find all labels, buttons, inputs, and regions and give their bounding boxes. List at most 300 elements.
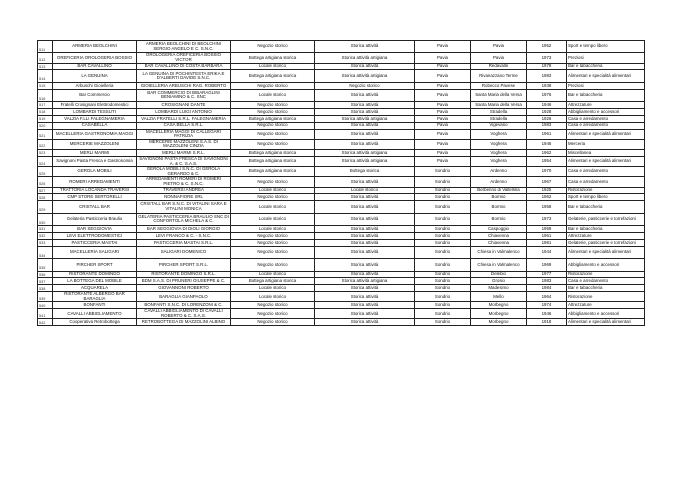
shop-type-cell: Locale storico (231, 63, 315, 70)
row-number-cell: 530 (38, 213, 53, 225)
table-row (38, 259, 645, 271)
shop-name-cell: LEVI ELETTRODOMESTICI (53, 232, 137, 239)
category-cell: Storica attività (315, 177, 415, 187)
table-row (38, 239, 645, 246)
row-number-cell: 534 (38, 246, 53, 258)
company-name-cell: SALIGARI DOMENICO (137, 246, 231, 258)
shop-name-cell: Gelateria Pasticceria Braulio (53, 213, 137, 225)
shop-type-cell: Negozio storico (231, 194, 315, 201)
shop-name-cell: CRISTALL BAR (53, 201, 137, 213)
sector-cell: Attrezzature (567, 302, 645, 309)
row-number-cell: 512 (38, 53, 53, 63)
category-cell: Storica attività artigiana (315, 156, 415, 166)
province-cell: Sondrio (415, 292, 471, 302)
year-cell: 1925 (527, 187, 567, 194)
province-cell: Sondrio (415, 177, 471, 187)
company-name-cell: LA GENUINA DI POCHINTESTA ERIKA E D'ALBERTI DAVIDE S.N.C. (137, 70, 231, 82)
shop-name-cell: CMP STORE SERTORELLI (53, 194, 137, 201)
sector-cell: Abbigliamento e accessori (567, 309, 645, 319)
category-cell: Storica attività artigiana (315, 70, 415, 82)
sector-cell: Casa e arredamento (567, 278, 645, 285)
row-number-cell: 511 (38, 41, 53, 53)
company-name-cell: RETROBOTTEGA DI MAZZOLINI ALBINO (137, 319, 231, 326)
category-cell: Storica attività (315, 319, 415, 326)
company-name-cell: BAR CAVALLINO DI COSTA BARBARA (137, 63, 231, 70)
sector-cell: Casa e arredamento (567, 122, 645, 129)
category-cell: Storica attività (315, 246, 415, 258)
company-name-cell: BDM S.A.S. DI PRUNERI GIUSEPPE & C. (137, 278, 231, 285)
shop-name-cell: BAR CAVALLINO (53, 63, 137, 70)
municipality-cell: Voghera (471, 129, 527, 139)
year-cell: 1928 (527, 109, 567, 116)
category-cell: Storica attività artigiana (315, 115, 415, 122)
category-cell: Storica attività (315, 226, 415, 233)
sector-cell: Ristorazione (567, 292, 645, 302)
shop-name-cell: Arbuschi Gioielleria (53, 82, 137, 89)
shop-type-cell: Negozio storico (231, 259, 315, 271)
category-cell: Storica attività (315, 201, 415, 213)
sector-cell: Alimentari e specialità alimentari (567, 319, 645, 326)
table-row (38, 109, 645, 116)
company-name-cell: GELATERIA PASTICCERIA BRAULIO SNC DI CONFORTOLA MICHELA & C. (137, 213, 231, 225)
province-cell: Pavia (415, 102, 471, 109)
table-body (38, 41, 645, 326)
company-name-cell: PIRCHER SPORT S.R.L. (137, 259, 231, 271)
row-number-cell: 519 (38, 115, 53, 122)
row-number-cell: 533 (38, 239, 53, 246)
sector-cell: Alimentari e specialità alimentari (567, 129, 645, 139)
shop-name-cell: CAVALLI ABBIGLIAMENTO (53, 309, 137, 319)
shop-type-cell: Bottega artigiana storica (231, 167, 315, 177)
row-number-cell: 520 (38, 122, 53, 129)
municipality-cell: Grosio (471, 278, 527, 285)
category-cell: Storica attività (315, 271, 415, 278)
table-row (38, 156, 645, 166)
row-number-cell: 517 (38, 102, 53, 109)
province-cell: Pavia (415, 150, 471, 157)
province-cell: Pavia (415, 53, 471, 63)
year-cell: 1984 (527, 285, 567, 292)
year-cell: 1962 (527, 194, 567, 201)
category-cell: Storica attività (315, 102, 415, 109)
table-row (38, 302, 645, 309)
company-name-cell: CAVALLI ABBIGLIAMENTO DI CAVALLI ROBERTO & C. S.A.S. (137, 309, 231, 319)
table-row (38, 41, 645, 53)
municipality-cell: Ardenno (471, 167, 527, 177)
shop-name-cell: OREFICERIA OROLOGERIA BOSSIO (53, 53, 137, 63)
table-row (38, 285, 645, 292)
category-cell: Storica attività (315, 259, 415, 271)
company-name-cell: MERCERIE MAZZOLENI S.A.S. DI MAZZOLENI CINZIA (137, 139, 231, 149)
sector-cell: Preziosi (567, 53, 645, 63)
category-cell: Storica attività artigiana (315, 53, 415, 63)
province-cell: Sondrio (415, 239, 471, 246)
sector-cell: Merceria (567, 139, 645, 149)
row-number-cell: 521 (38, 129, 53, 139)
municipality-cell: Redavalle (471, 63, 527, 70)
shop-name-cell: ACQUARELA (53, 285, 137, 292)
row-number-cell: 532 (38, 232, 53, 239)
category-cell: Storica attività (315, 89, 415, 101)
shop-name-cell: VALZIA F.LLI FALEGNAMERIA (53, 115, 137, 122)
table-row (38, 232, 645, 239)
historic-shops-table (37, 40, 645, 326)
shop-name-cell: PASTICCERIA MASTAI (53, 239, 137, 246)
municipality-cell: Santa Maria della Versa (471, 89, 527, 101)
table-row (38, 139, 645, 149)
year-cell: 1962 (527, 150, 567, 157)
shop-type-cell: Negozio storico (231, 246, 315, 258)
province-cell: Pavia (415, 156, 471, 166)
company-name-cell: LOMBARDI LUIGI ANTONIO (137, 109, 231, 116)
row-number-cell: 526 (38, 177, 53, 187)
sector-cell: Sport e tempo libero (567, 41, 645, 53)
row-number-cell: 529 (38, 201, 53, 213)
shop-name-cell: Savignoni Pasta Fresca e Gastronomia (53, 156, 137, 166)
province-cell: Sondrio (415, 167, 471, 177)
company-name-cell: ARREDAMENTI ROMERI DI ROMERI PIETRO & C. S.N.C. (137, 177, 231, 187)
shop-type-cell: Negozio storico (231, 309, 315, 319)
province-cell: Sondrio (415, 201, 471, 213)
row-number-cell: 531 (38, 226, 53, 233)
shop-name-cell: MERLI MARMI (53, 150, 137, 157)
municipality-cell: Morbegno (471, 309, 527, 319)
municipality-cell: Chiavenna (471, 239, 527, 246)
sector-cell: Bar e tabaccheria (567, 226, 645, 233)
shop-name-cell: TRATTORIA LOCANDA TRAVERSI (53, 187, 137, 194)
municipality-cell: Pavia (471, 53, 527, 63)
category-cell: Storica attività (315, 129, 415, 139)
shop-name-cell: LA BOTTEGA DEL MOBILE (53, 278, 137, 285)
table-row (38, 292, 645, 302)
table-row (38, 150, 645, 157)
year-cell: 1967 (527, 177, 567, 187)
category-cell: Storica attività (315, 285, 415, 292)
category-cell: Storica attività (315, 139, 415, 149)
company-name-cell: MACELLERIA MAGGI DI CALLEGARI PATRIZIA (137, 129, 231, 139)
province-cell: Sondrio (415, 285, 471, 292)
company-name-cell: GIOVANNONI ROBERTO (137, 285, 231, 292)
company-name-cell: NONNAFIORE SRL (137, 194, 231, 201)
row-number-cell: 536 (38, 271, 53, 278)
row-number-cell: 513 (38, 63, 53, 70)
province-cell: Pavia (415, 63, 471, 70)
shop-type-cell: Negozio storico (231, 109, 315, 116)
shop-type-cell: Locale storico (231, 271, 315, 278)
shop-type-cell: Bottega artigiana storica (231, 115, 315, 122)
sector-cell: Abbigliamento e accessori (567, 109, 645, 116)
province-cell: Sondrio (415, 187, 471, 194)
company-name-cell: MERLI MARMI S.R.L. (137, 150, 231, 157)
table-row (38, 226, 645, 233)
row-number-cell: 538 (38, 285, 53, 292)
year-cell: 1976 (527, 89, 567, 101)
municipality-cell: Ardenno (471, 177, 527, 187)
shop-name-cell: Bar Commercio (53, 89, 137, 101)
year-cell: 1946 (527, 102, 567, 109)
category-cell: Storica attività (315, 292, 415, 302)
shop-name-cell: GEROLA MOBILI (53, 167, 137, 177)
row-number-cell: 514 (38, 70, 53, 82)
year-cell: 1926 (527, 115, 567, 122)
company-name-cell: PASTICCERIA MASTAI S.R.L. (137, 239, 231, 246)
municipality-cell: Voghera (471, 150, 527, 157)
company-name-cell: VALZIA FRATELLI S.R.L. FALEGNAMERIA (137, 115, 231, 122)
shop-type-cell: Locale storico (231, 89, 315, 101)
company-name-cell: BAR COMMERCIO DI BIBARAGLINI BENIAMINO & C. SNC (137, 89, 231, 101)
province-cell: Pavia (415, 109, 471, 116)
province-cell: Pavia (415, 70, 471, 82)
municipality-cell: Delebio (471, 271, 527, 278)
municipality-cell: Bormio (471, 201, 527, 213)
category-cell: Storica attività (315, 239, 415, 246)
shop-name-cell: Fratelli Crosignani Elettrodomestici (53, 102, 137, 109)
province-cell: Pavia (415, 89, 471, 101)
row-number-cell: 522 (38, 139, 53, 149)
municipality-cell: Chiesa in Valmalenco (471, 246, 527, 258)
sector-cell: Bar e tabaccheria (567, 285, 645, 292)
province-cell: Sondrio (415, 246, 471, 258)
year-cell: 1973 (527, 213, 567, 225)
year-cell: 1983 (527, 122, 567, 129)
municipality-cell: Bormio (471, 213, 527, 225)
province-cell: Sondrio (415, 259, 471, 271)
municipality-cell: Berbenno di Valtellina (471, 187, 527, 194)
table-row (38, 63, 645, 70)
municipality-cell: Stradella (471, 115, 527, 122)
row-number-cell: 528 (38, 194, 53, 201)
province-cell: Sondrio (415, 319, 471, 326)
shop-type-cell: Locale storico (231, 226, 315, 233)
table-row (38, 177, 645, 187)
row-number-cell: 539 (38, 292, 53, 302)
table-row (38, 122, 645, 129)
municipality-cell: Robecco Pavese (471, 82, 527, 89)
sector-cell: Casa e arredamento (567, 115, 645, 122)
sector-cell: Alimentari e specialità alimentari (567, 156, 645, 166)
province-cell: Pavia (415, 115, 471, 122)
sector-cell: Bar e tabaccheria (567, 201, 645, 213)
table-row (38, 309, 645, 319)
shop-type-cell: Negozio storico (231, 319, 315, 326)
shop-type-cell: Bottega artigiana storica (231, 156, 315, 166)
category-cell: Locale storico (315, 187, 415, 194)
table-row (38, 102, 645, 109)
shop-type-cell: Locale storico (231, 285, 315, 292)
year-cell: 1981 (527, 239, 567, 246)
table-row (38, 278, 645, 285)
shop-type-cell: Locale storico (231, 187, 315, 194)
sector-cell: Gelaterie, pasticcerie e torrefazioni (567, 239, 645, 246)
shop-type-cell: Negozio storico (231, 82, 315, 89)
category-cell: Storica attività (315, 309, 415, 319)
shop-type-cell: Bottega artigiana storica (231, 150, 315, 157)
category-cell: Storica attività artigiana (315, 278, 415, 285)
company-name-cell: CRISTALL BAR S.N.C. DI VITALINI SARA E VITALINI MONICA (137, 201, 231, 213)
year-cell: 1983 (527, 278, 567, 285)
year-cell: 1973 (527, 53, 567, 63)
year-cell: 1961 (527, 129, 567, 139)
row-number-cell: 535 (38, 259, 53, 271)
table-row (38, 201, 645, 213)
sector-cell: Casa e arredamento (567, 167, 645, 177)
shop-type-cell: Negozio storico (231, 177, 315, 187)
year-cell: 1946 (527, 139, 567, 149)
category-cell: Negozio storico (315, 82, 415, 89)
row-number-cell: 515 (38, 82, 53, 89)
shop-type-cell: Negozio storico (231, 122, 315, 129)
shop-name-cell: RISTORANTE DOMINGO (53, 271, 137, 278)
municipality-cell: Santa Maria della Versa (471, 102, 527, 109)
province-cell: Pavia (415, 139, 471, 149)
municipality-cell: Mello (471, 292, 527, 302)
sector-cell: Abbigliamento e accessori (567, 259, 645, 271)
municipality-cell: Chiavenna (471, 232, 527, 239)
sector-cell: Alimentari e specialità alimentari (567, 246, 645, 258)
category-cell: Storica attività (315, 41, 415, 53)
municipality-cell: Morbegno (471, 302, 527, 309)
shop-name-cell: ARMERIA BEOLCHINI (53, 41, 137, 53)
company-name-cell: CROSIGNANI DANTE (137, 102, 231, 109)
table-row (38, 194, 645, 201)
company-name-cell: LEVI FRANCO & C. - S.N.C. (137, 232, 231, 239)
shop-type-cell: Bottega artigiana storica (231, 53, 315, 63)
category-cell: Storica attività (315, 232, 415, 239)
year-cell: 1969 (527, 259, 567, 271)
company-name-cell: BONFANTI S.N.C. DI LORENZONI & C. (137, 302, 231, 309)
shop-name-cell: MACELLERIA SALIGARI (53, 246, 137, 258)
shop-type-cell: Negozio storico (231, 232, 315, 239)
municipality-cell: Bormio (471, 194, 527, 201)
category-cell: Storica attività (315, 302, 415, 309)
shop-type-cell: Bottega artigiana storica (231, 278, 315, 285)
municipality-cell: Chiesa in Valmalenco (471, 259, 527, 271)
sector-cell: Ristorazione (567, 271, 645, 278)
province-cell: Sondrio (415, 232, 471, 239)
company-name-cell: CASA BELLA S.R.L. (137, 122, 231, 129)
category-cell: Storica attività artigiana (315, 150, 415, 157)
year-cell: 1952 (527, 41, 567, 53)
shop-name-cell: CASABELLA (53, 122, 137, 129)
row-number-cell: 524 (38, 156, 53, 166)
year-cell: 1964 (527, 292, 567, 302)
sector-cell: Preziosi (567, 82, 645, 89)
shop-name-cell: BONFANTI (53, 302, 137, 309)
category-cell: Storica attività (315, 63, 415, 70)
company-name-cell: BAR SEGGIOVIA DI DIOLI GIORGIO (137, 226, 231, 233)
row-number-cell: 518 (38, 109, 53, 116)
municipality-cell: Rivanazzano Terme (471, 70, 527, 82)
year-cell: 1946 (527, 309, 567, 319)
sector-cell: Sport e tempo libero (567, 194, 645, 201)
sector-cell: Miscellanea (567, 150, 645, 157)
shop-type-cell: Locale storico (231, 292, 315, 302)
province-cell: Sondrio (415, 271, 471, 278)
table-row (38, 53, 645, 63)
shop-name-cell: BAR SEGGIOVIA (53, 226, 137, 233)
company-name-cell: TRAVERSI ANDREA (137, 187, 231, 194)
table-row (38, 187, 645, 194)
shop-type-cell: Negozio storico (231, 302, 315, 309)
province-cell: Pavia (415, 129, 471, 139)
table-row (38, 246, 645, 258)
province-cell: Sondrio (415, 194, 471, 201)
category-cell: Storica attività (315, 194, 415, 201)
shop-type-cell: Locale storico (231, 213, 315, 225)
shop-name-cell: LOMBARDI TESSUTI (53, 109, 137, 116)
table-row (38, 82, 645, 89)
municipality-cell: Vigevano (471, 122, 527, 129)
province-cell: Pavia (415, 82, 471, 89)
row-number-cell: 540 (38, 302, 53, 309)
shop-type-cell: Negozio storico (231, 41, 315, 53)
company-name-cell: SAVIGNONI PASTA FRESCA DI SAVIGNONI A. & C. S.A.S. (137, 156, 231, 166)
shop-name-cell: LA GENUINA (53, 70, 137, 82)
municipality-cell: Madesimo (471, 285, 527, 292)
sector-cell: Gelaterie, pasticcerie e torrefazioni (567, 213, 645, 225)
shop-name-cell: PIRCHER SPORT (53, 259, 137, 271)
year-cell: 1958 (527, 201, 567, 213)
table-row (38, 271, 645, 278)
province-cell: Sondrio (415, 213, 471, 225)
shop-type-cell: Negozio storico (231, 239, 315, 246)
table-row (38, 89, 645, 101)
company-name-cell: OROLOGERIA OREFICERIA BOSSIO VICTOR (137, 53, 231, 63)
year-cell: 1970 (527, 167, 567, 177)
sector-cell: Alimentari e specialità alimentari (567, 70, 645, 82)
shop-type-cell: Negozio storico (231, 129, 315, 139)
row-number-cell: 541 (38, 309, 53, 319)
sector-cell: Attrezzature (567, 232, 645, 239)
row-number-cell: 516 (38, 89, 53, 101)
row-number-cell: 525 (38, 167, 53, 177)
year-cell: 1978 (527, 63, 567, 70)
shop-type-cell: Negozio storico (231, 102, 315, 109)
shop-type-cell: Bottega artigiana storica (231, 70, 315, 82)
company-name-cell: BARAGLIA GIANPAOLO (137, 292, 231, 302)
sector-cell: Bar e tabaccheria (567, 89, 645, 101)
table-row (38, 129, 645, 139)
province-cell: Sondrio (415, 226, 471, 233)
shop-name-cell: MACELLERIA GASTRONOMIA MAGGI (53, 129, 137, 139)
year-cell: 1954 (527, 156, 567, 166)
sector-cell: Casa e arredamento (567, 177, 645, 187)
row-number-cell: 542 (38, 319, 53, 326)
municipality-cell: Voghera (471, 156, 527, 166)
year-cell: 1944 (527, 246, 567, 258)
table-row (38, 115, 645, 122)
shop-name-cell: RISTORANTE ALBERGO BAR BARAGLIA (53, 292, 137, 302)
year-cell: 1938 (527, 82, 567, 89)
sector-cell: Attrezzature (567, 102, 645, 109)
year-cell: 1918 (527, 319, 567, 326)
year-cell: 1977 (527, 271, 567, 278)
municipality-cell: Voghera (471, 139, 527, 149)
table-row (38, 167, 645, 177)
province-cell: Pavia (415, 122, 471, 129)
table-row (38, 70, 645, 82)
province-cell: Pavia (415, 41, 471, 53)
municipality-cell: Pavia (471, 41, 527, 53)
category-cell: Storica attività (315, 213, 415, 225)
province-cell: Sondrio (415, 278, 471, 285)
shop-name-cell: ROMERI ARREDAMENTI (53, 177, 137, 187)
year-cell: 1983 (527, 70, 567, 82)
province-cell: Sondrio (415, 309, 471, 319)
row-number-cell: 527 (38, 187, 53, 194)
municipality-cell: Caspoggio (471, 226, 527, 233)
company-name-cell: ARMERIA BEOLCHINI DI BEOLCHINI SERGIO ANGELO E C. S.N.C. (137, 41, 231, 53)
